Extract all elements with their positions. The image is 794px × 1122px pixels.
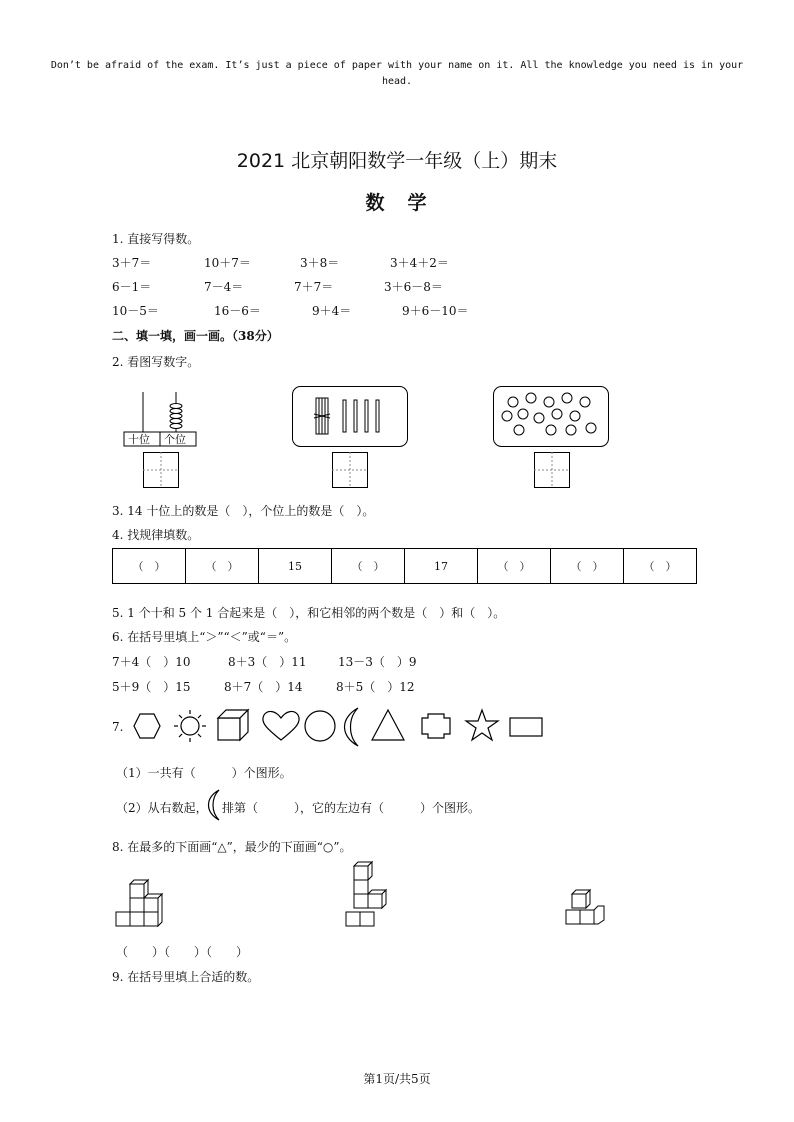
q1-item: 10－5＝: [112, 304, 159, 318]
rectangle-icon: [510, 718, 542, 736]
sequence-cell: 15: [259, 549, 332, 584]
q6-item: 13－3（ ）9: [338, 655, 417, 669]
circle-icon: [305, 711, 335, 741]
page-footer: 第1页/共5页: [363, 1072, 431, 1086]
hexagon-icon: [134, 714, 160, 738]
q1-item: 3＋4＋2＝: [390, 256, 449, 270]
shapes-row: [126, 706, 546, 746]
answer-box[interactable]: [332, 452, 368, 488]
q1-item: 10＋7＝: [204, 256, 251, 270]
q7-sub2-end: 排第（ ），它的左边有（ ）个图形。: [222, 801, 481, 815]
q1-item: 16－6＝: [214, 304, 261, 318]
q1-item: 7＋7＝: [294, 280, 334, 294]
motto-text: Don’t be afraid of the exam. It’s just a piece of paper with your name on it. All the knowledge you need is in your head.: [50, 60, 744, 87]
q6-label: 6. 在括号里填上“＞”“＜”或“＝”。: [112, 630, 297, 644]
triangle-icon: [372, 710, 404, 740]
abacus-tens-label: 十位: [128, 433, 150, 446]
q6-item: 5＋9（ ）15: [112, 680, 191, 694]
q7-sub1: （1）一共有（ ）个图形。: [116, 766, 292, 780]
q6-item: 8＋3（ ）11: [228, 655, 307, 669]
q1-item: 3＋7＝: [112, 256, 152, 270]
q5-text: 5. 1 个十和 5 个 1 合起来是（ ），和它相邻的两个数是（ ）和（ ）。: [112, 606, 506, 620]
apples-picture: [493, 386, 609, 448]
q3-text: 3. 14 十位上的数是（ ），个位上的数是（ ）。: [112, 504, 375, 518]
q6-item: 8＋5（ ）12: [336, 680, 415, 694]
sequence-cell[interactable]: （ ）: [478, 549, 551, 584]
cube-stack-icon: [116, 880, 166, 932]
sequence-table: [112, 548, 697, 584]
q8-label: 8. 在最多的下面画“△”，最少的下面画“○”。: [112, 840, 352, 854]
star-icon: [466, 710, 498, 740]
section-heading: 二、填一填，画一画。（38分）: [112, 329, 279, 343]
cross-icon: [422, 714, 450, 738]
crescent-icon: [203, 788, 223, 822]
q7-sub2-start: （2）从右数起，: [116, 801, 208, 815]
abacus-ones-label: 个位: [164, 433, 186, 446]
sequence-cell[interactable]: （ ）: [186, 549, 259, 584]
heart-icon: [263, 711, 299, 740]
q9-text: 9. 在括号里填上合适的数。: [112, 970, 260, 984]
q1-item: 3＋8＝: [300, 256, 340, 270]
answer-box[interactable]: [534, 452, 570, 488]
q6-item: 8＋7（ ）14: [224, 680, 303, 694]
sequence-cell[interactable]: （ ）: [332, 549, 405, 584]
crescent-icon: [345, 708, 359, 746]
sequence-cell: 17: [405, 549, 478, 584]
q2-label: 2. 看图写数字。: [112, 355, 200, 369]
q6-item: 7＋4（ ）10: [112, 655, 191, 669]
sequence-cell[interactable]: （ ）: [624, 549, 697, 584]
q1-label: 1. 直接写得数。: [112, 232, 200, 246]
sticks-picture: [292, 386, 408, 448]
page-subtitle: 数 学: [365, 192, 429, 214]
sun-icon: [174, 710, 206, 742]
q1-item: 9＋4＝: [312, 304, 352, 318]
cube-stack-icon: [564, 890, 610, 930]
cube-icon: [218, 710, 248, 740]
cube-stack-icon: [346, 862, 396, 930]
q8-answers[interactable]: （ ）（ ）（ ）: [116, 945, 249, 959]
sequence-cell[interactable]: （ ）: [113, 549, 186, 584]
q1-item: 9＋6－10＝: [402, 304, 469, 318]
sequence-cell[interactable]: （ ）: [551, 549, 624, 584]
page-title: 2021 北京朝阳数学一年级（上）期末: [236, 150, 558, 172]
q4-label: 4. 找规律填数。: [112, 528, 200, 542]
answer-box[interactable]: [143, 452, 179, 488]
q1-item: 6－1＝: [112, 280, 152, 294]
q7-label: 7.: [112, 720, 124, 734]
q1-item: 7－4＝: [204, 280, 244, 294]
q1-item: 3＋6－8＝: [384, 280, 443, 294]
